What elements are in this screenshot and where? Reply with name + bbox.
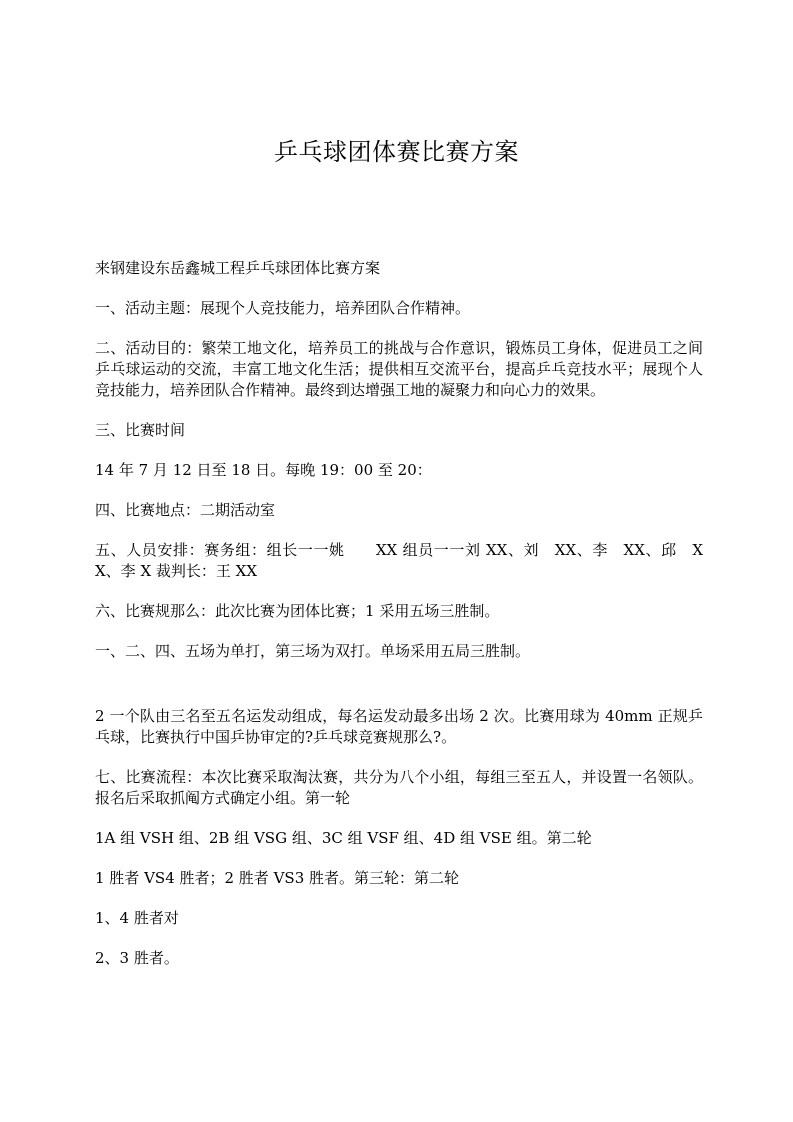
paragraph-process: 七、比赛流程：本次比赛采取淘汰赛，共分为八个小组，每组三至五人，并设置一名领队。报名后采取抓阄方式确定小组。第一轮: [95, 768, 703, 807]
paragraph-round-three-a: 1、4 胜者对: [95, 909, 179, 927]
paragraph-team-rules: 2 一个队由三名至五名运发动组成，每名运发动最多出场 2 次。比赛用球为 40mm 正规乒乓球，比赛执行中国乒协审定的?乒乓球竞赛规那么?。: [95, 707, 703, 746]
paragraph-project-name: 来钢建设东岳鑫城工程乒乓球团体比赛方案: [95, 259, 381, 277]
paragraph-rules: 六、比赛规那么：此次比赛为团体比赛；1 采用五场三胜制。: [95, 602, 500, 620]
paragraph-round-one: 1A 组 VSH 组、2B 组 VSG 组、3C 组 VSF 组、4D 组 VSE 组。第二轮: [95, 829, 592, 847]
paragraph-round-three-b: 2、3 胜者。: [95, 949, 179, 967]
paragraph-round-two: 1 胜者 VS4 胜者；2 胜者 VS3 胜者。第三轮：第二轮: [95, 869, 460, 887]
paragraph-venue: 四、比赛地点：二期活动室: [95, 501, 276, 519]
paragraph-purpose: 二、活动目的：繁荣工地文化，培养员工的挑战与合作意识，锻炼员工身体，促进员工之间乒乓球运动的交流，丰富工地文化生活；提供相互交流平台，提高乒乓竞技水平；展现个人竞技能力，培养团队合作精神。最终到达增强工地的凝聚力和向心力的效果。: [95, 339, 703, 399]
paragraph-time: 14 年 7 月 12 日至 18 日。每晚 19：00 至 20：: [95, 461, 432, 479]
paragraph-spacer: [95, 680, 703, 706]
paragraph-time-heading: 三、比赛时间: [95, 421, 186, 439]
document-title: 乒乓球团体赛比赛方案: [274, 138, 519, 166]
paragraph-match-format: 一、二、四、五场为单打，第三场为双打。单场采用五局三胜制。: [95, 642, 531, 660]
paragraph-staff: 五、人员安排：赛务组：组长一一姚 XX 组员一一刘 XX、刘 XX、李 XX、邱 XX、李 X 裁判长：王 XX: [95, 541, 703, 580]
paragraph-theme: 一、活动主题：展现个人竞技能力，培养团队合作精神。: [95, 299, 471, 317]
document-body: [95, 258, 703, 988]
